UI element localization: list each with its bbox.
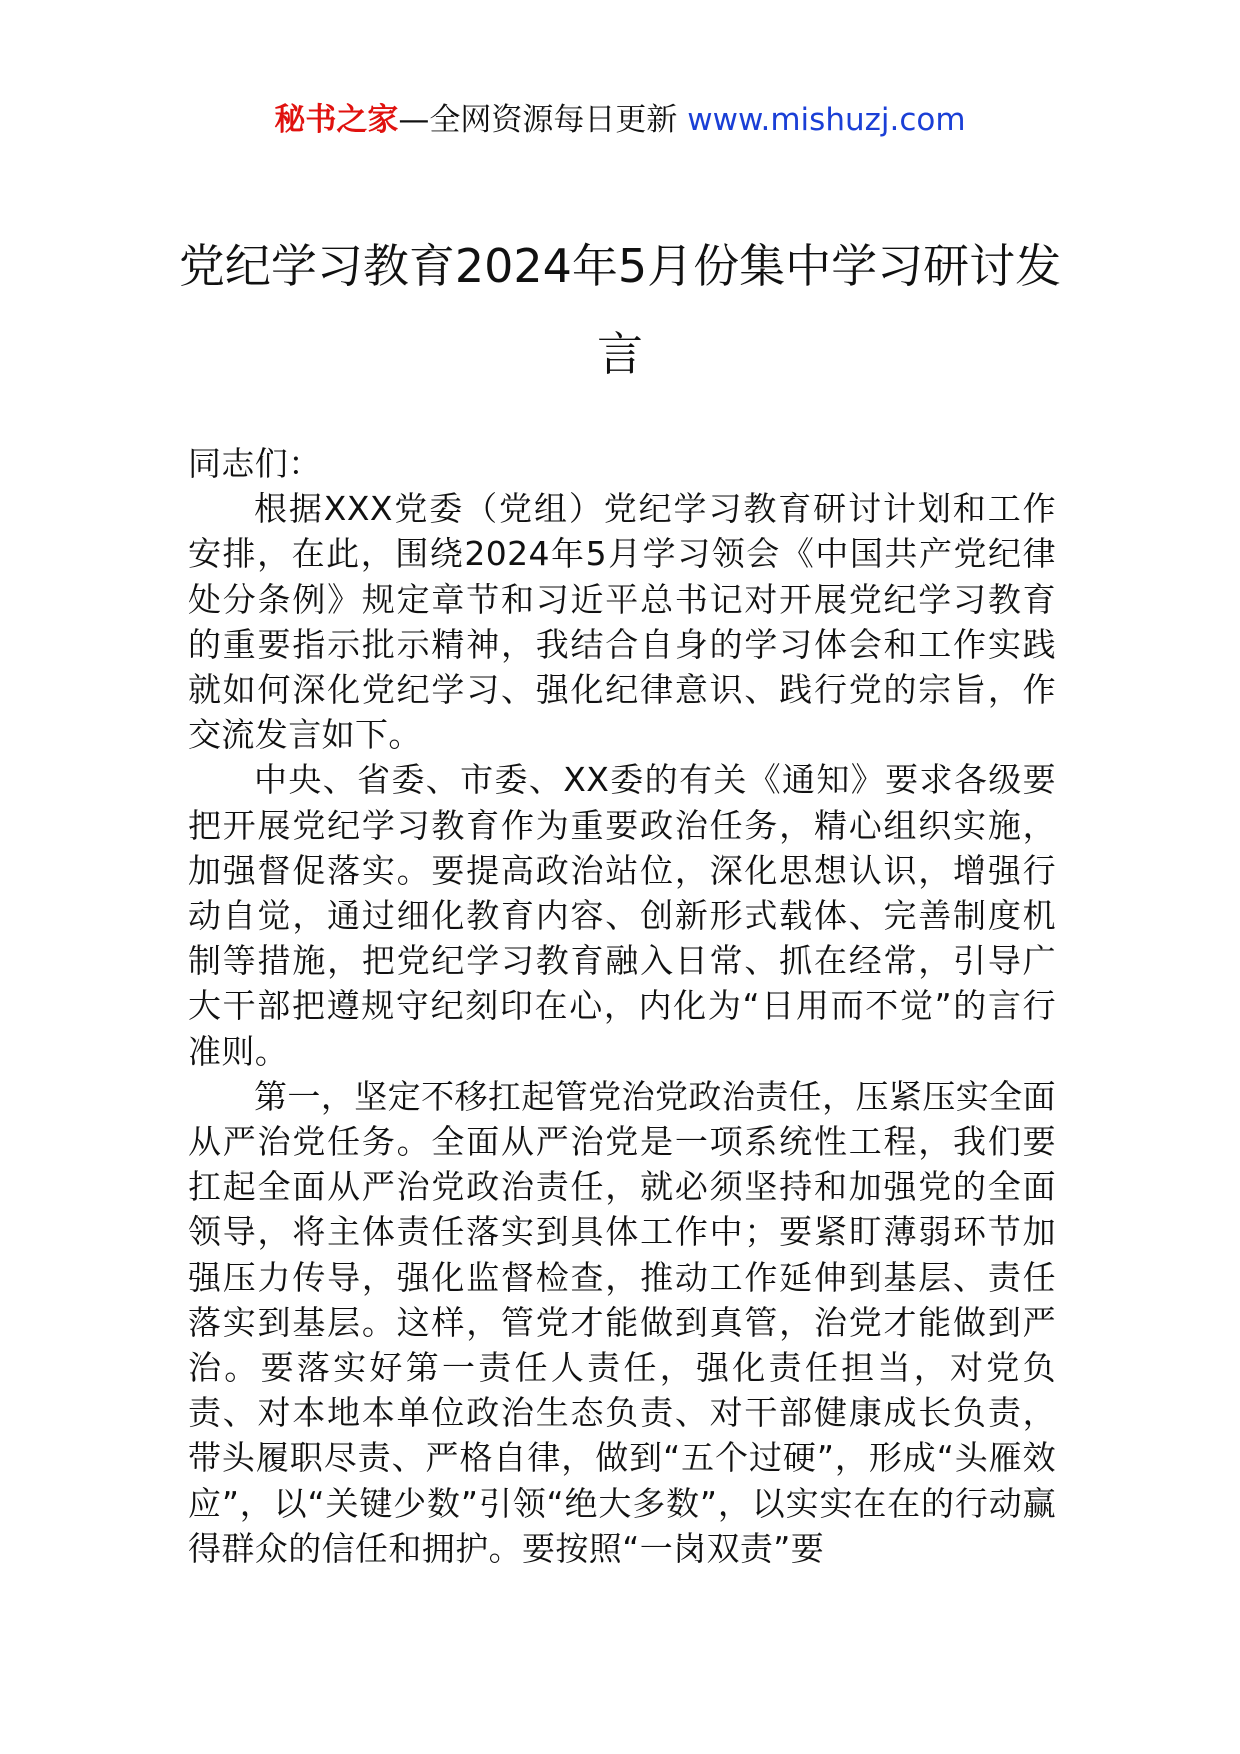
paragraph-1: 根据XXX党委（党组）党纪学习教育研讨计划和工作安排，在此，围绕2024年5月学习领会《中国共产党纪律处分条例》规定章节和习近平总书记对开展党纪学习教育的重要指示批示精神，我结合自身的学习体会和工作实践就如何深化党纪学习、强化纪律意识、践行党的宗旨，作交流发言如下。	[188, 489, 1056, 755]
paragraph-2: 中央、省委、市委、XX委的有关《通知》要求各级要把开展党纪学习教育作为重要政治任务，精心组织实施，加强督促落实。要提高政治站位，深化思想认识，增强行动自觉，通过细化教育内容、创新形式载体、完善制度机制等措施，把党纪学习教育融入日常、抓在经常，引导广大干部把遵规守纪刻印在心，内化为“日用而不觉”的言行准则。	[188, 760, 1056, 1071]
header-tagline: —全网资源每日更新	[398, 102, 688, 138]
site-url-link[interactable]: www.mishuzj.com	[687, 102, 966, 138]
document-body	[188, 441, 1056, 1571]
brand-name: 秘书之家	[274, 102, 399, 138]
document-title: 党纪学习教育2024年5月份集中学习研讨发言	[178, 239, 1062, 381]
paragraph-3: 第一，坚定不移扛起管党治党政治责任，压紧压实全面从严治党任务。全面从严治党是一项系统性工程，我们要扛起全面从严治党政治责任，就必须坚持和加强党的全面领导，将主体责任落实到具体工作中；要紧盯薄弱环节加强压力传导，强化监督检查，推动工作延伸到基层、责任落实到基层。这样，管党才能做到真管，治党才能做到严治。要落实好第一责任人责任，强化责任担当，对党负责、对本地本单位政治生态负责、对干部健康成长负责，带头履职尽责、严格自律，做到“五个过硬”，形成“头雁效应”，以“关键少数”引领“绝大多数”，以实实在在的行动赢得群众的信任和拥护。要按照“一岗双责”要	[188, 1076, 1056, 1568]
salutation: 同志们：	[188, 444, 322, 483]
site-header-banner	[0, 100, 1240, 140]
